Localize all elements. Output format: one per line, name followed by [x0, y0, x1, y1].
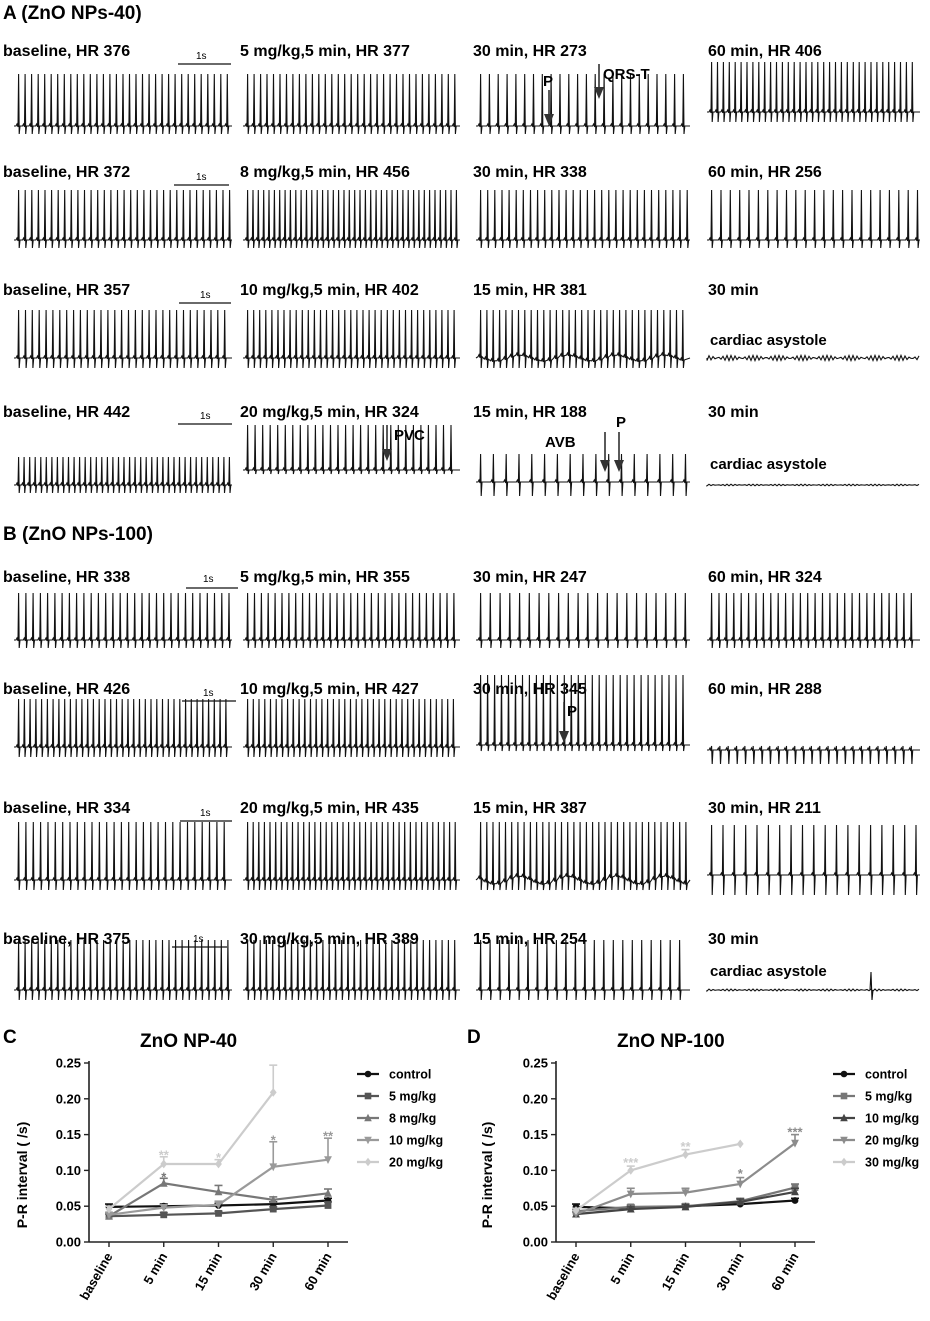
ecg-label: 20 mg/kg,5 min, HR 435 [240, 800, 419, 817]
ecg-trace [707, 62, 920, 122]
scale-bar-label: 1s [196, 51, 207, 62]
legend-label: 20 mg/kg [389, 1155, 444, 1170]
ecg-label: baseline, HR 334 [3, 800, 131, 817]
legend-label: control [389, 1067, 432, 1082]
chart-title: ZnO NP-100 [617, 1031, 725, 1052]
significance-marker: ** [158, 1147, 169, 1163]
y-axis-label: P-R interval ( /s) [479, 1121, 495, 1229]
ecg-trace [707, 825, 920, 895]
data-point [215, 1210, 222, 1217]
ecg-label: 30 min [708, 282, 759, 299]
data-point [737, 1140, 744, 1149]
y-tick-label: 0.25 [55, 1055, 81, 1071]
asystole-label: cardiac asystole [710, 963, 827, 980]
x-tick-label: baseline [543, 1250, 583, 1303]
ecg-label: 60 min, HR 256 [708, 164, 822, 181]
data-point [325, 1202, 332, 1209]
ecg-label: 30 min, HR 273 [473, 43, 587, 60]
ecg-trace [243, 593, 460, 648]
significance-marker: *** [623, 1155, 639, 1171]
ecg-label: 30 min, HR 338 [473, 164, 587, 181]
ecg-label: 60 min, HR 406 [708, 43, 822, 60]
ecg-trace [14, 940, 232, 1000]
ecg-trace [707, 355, 919, 360]
panel-d-label: D [467, 1027, 481, 1048]
chart-title: ZnO NP-40 [140, 1031, 238, 1052]
legend-item [357, 1068, 431, 1082]
ecg-trace [14, 190, 232, 248]
significance-marker: ** [322, 1128, 334, 1144]
data-point [841, 1158, 848, 1167]
legend-item [357, 1134, 443, 1148]
ecg-label: baseline, HR 372 [3, 164, 131, 181]
x-tick-label: 15 min [658, 1250, 693, 1294]
ecg-trace [476, 593, 690, 648]
legend-item [357, 1112, 436, 1126]
chart-c-plot [56, 1056, 348, 1303]
ecg-trace [476, 310, 690, 368]
ecg-trace [243, 699, 460, 757]
arrow-head-icon [614, 460, 624, 472]
ecg-trace [707, 593, 920, 648]
ecg-label: 15 min, HR 254 [473, 931, 587, 948]
ecg-label: 10 mg/kg,5 min, HR 427 [240, 681, 419, 698]
significance-marker: * [737, 1165, 743, 1181]
chart-d-legend [833, 1068, 919, 1170]
ecg-label: 60 min, HR 288 [708, 681, 822, 698]
y-tick-label: 0.10 [55, 1162, 81, 1178]
qrs-t-label: QRS-T [603, 66, 650, 83]
ecg-trace [476, 822, 690, 890]
legend-label: 5 mg/kg [865, 1089, 913, 1104]
x-tick-label: 30 min [713, 1250, 747, 1294]
avb-label: AVB [545, 434, 576, 451]
scale-bar-label: 1s [200, 290, 211, 301]
significance-marker: * [215, 1150, 222, 1166]
legend-label: 20 mg/kg [865, 1133, 920, 1148]
significance-marker: ** [680, 1138, 691, 1154]
x-tick-label: 15 min [191, 1250, 226, 1294]
chart-d-plot [523, 1056, 815, 1303]
y-tick-label: 0.00 [522, 1234, 548, 1250]
scale-bar-label: 1s [200, 411, 211, 422]
p-wave-label: P [616, 414, 627, 431]
ecg-label: 30 min [708, 404, 759, 421]
data-point [365, 1158, 372, 1167]
ecg-label: 20 mg/kg,5 min, HR 324 [240, 404, 419, 421]
ecg-trace [243, 425, 460, 474]
legend-label: 5 mg/kg [389, 1089, 437, 1104]
scale-bar-label: 1s [203, 688, 214, 699]
legend-item [833, 1156, 919, 1170]
y-tick-label: 0.20 [55, 1091, 81, 1107]
y-tick-label: 0.15 [522, 1127, 548, 1143]
pvc-label: PVC [394, 427, 425, 444]
ecg-label: 60 min, HR 324 [708, 569, 822, 586]
ecg-label: 5 mg/kg,5 min, HR 355 [240, 569, 410, 586]
ecg-label: 15 min, HR 381 [473, 282, 587, 299]
legend-item [833, 1134, 919, 1148]
ecg-trace [707, 746, 920, 764]
ecg-trace [476, 454, 690, 496]
y-tick-label: 0.05 [55, 1198, 81, 1214]
ecg-trace [14, 699, 232, 757]
data-point [160, 1211, 167, 1218]
y-tick-label: 0.15 [55, 1127, 81, 1143]
ecg-label: 30 min [708, 931, 759, 948]
y-tick-label: 0.10 [522, 1162, 548, 1178]
ecg-trace [14, 593, 232, 648]
legend-item [833, 1068, 907, 1082]
p-wave-label: P [543, 73, 554, 90]
ecg-label: 10 mg/kg,5 min, HR 402 [240, 282, 419, 299]
asystole-label: cardiac asystole [710, 332, 827, 349]
panel-c-label: C [3, 1027, 17, 1048]
arrow-head-icon [544, 114, 554, 126]
ecg-trace [243, 822, 460, 890]
ecg-label: 15 min, HR 188 [473, 404, 587, 421]
y-tick-label: 0.25 [522, 1055, 548, 1071]
series-line [576, 1144, 740, 1211]
ecg-trace [243, 74, 460, 134]
section-a-title: A (ZnO NPs-40) [3, 3, 142, 24]
x-tick-label: 60 min [301, 1250, 335, 1294]
ecg-trace [243, 190, 460, 248]
ecg-label: 30 min, HR 345 [473, 681, 587, 698]
scale-bar-label: 1s [193, 934, 204, 945]
y-tick-label: 0.05 [522, 1198, 548, 1214]
chart-d [467, 1027, 919, 1303]
scale-bar-label: 1s [200, 808, 211, 819]
section-b-title: B (ZnO NPs-100) [3, 524, 153, 545]
ecg-label: baseline, HR 357 [3, 282, 131, 299]
data-point [792, 1197, 799, 1204]
ecg-trace [14, 457, 232, 493]
y-tick-label: 0.00 [55, 1234, 81, 1250]
ecg-label: 30 min, HR 247 [473, 569, 587, 586]
ecg-label: 30 min, HR 211 [708, 800, 821, 817]
ecg-trace [243, 310, 460, 368]
legend-item [833, 1112, 919, 1126]
chart-c-legend [357, 1068, 443, 1170]
ecg-trace [707, 190, 920, 248]
ecg-label: 30 mg/kg,5 min, HR 389 [240, 931, 419, 948]
y-tick-label: 0.20 [522, 1091, 548, 1107]
x-tick-label: 5 min [140, 1250, 171, 1287]
series-line [109, 1092, 273, 1209]
x-tick-label: 60 min [768, 1250, 802, 1294]
legend-label: 10 mg/kg [865, 1111, 920, 1126]
legend-label: control [865, 1067, 908, 1082]
ecg-trace [476, 74, 690, 134]
scale-bars [172, 51, 238, 947]
p-wave-label: P [567, 703, 578, 720]
data-point [841, 1071, 848, 1078]
legend-item [357, 1090, 436, 1104]
x-tick-label: baseline [76, 1250, 116, 1303]
ecg-trace [707, 484, 919, 486]
legend-label: 8 mg/kg [389, 1111, 437, 1126]
data-point [365, 1093, 372, 1100]
ecg-label: baseline, HR 426 [3, 681, 131, 698]
legend-item [357, 1156, 443, 1170]
legend-label: 30 mg/kg [865, 1155, 920, 1170]
ecg-trace [14, 310, 232, 368]
ecg-label: baseline, HR 376 [3, 43, 131, 60]
ecg-trace [14, 74, 232, 134]
ecg-trace [476, 940, 690, 1000]
ecg-label: baseline, HR 442 [3, 404, 131, 421]
x-tick-label: 30 min [246, 1250, 280, 1294]
x-tick-label: 5 min [607, 1250, 638, 1287]
legend-label: 10 mg/kg [389, 1133, 444, 1148]
ecg-label: 8 mg/kg,5 min, HR 456 [240, 164, 410, 181]
legend-item [833, 1090, 912, 1104]
significance-marker: * [161, 1169, 167, 1185]
significance-marker: *** [787, 1124, 803, 1140]
ecg-trace [243, 940, 460, 1000]
data-point [841, 1093, 848, 1100]
data-point [365, 1071, 372, 1078]
ecg-label: 5 mg/kg,5 min, HR 377 [240, 43, 410, 60]
chart-c [3, 1027, 443, 1303]
scale-bar-label: 1s [196, 172, 207, 183]
asystole-label: cardiac asystole [710, 456, 827, 473]
data-point [270, 1206, 277, 1213]
series-20-mg-kg [105, 1065, 277, 1213]
significance-marker: * [270, 1132, 276, 1148]
ecg-label: 15 min, HR 387 [473, 800, 587, 817]
y-axis-label: P-R interval ( /s) [14, 1121, 30, 1229]
scale-bar-label: 1s [203, 574, 214, 585]
ecg-trace [14, 822, 232, 890]
ecg-label: baseline, HR 375 [3, 931, 131, 948]
ecg-trace [476, 190, 690, 248]
ecg-label: baseline, HR 338 [3, 569, 131, 586]
arrow-head-icon [559, 731, 569, 743]
